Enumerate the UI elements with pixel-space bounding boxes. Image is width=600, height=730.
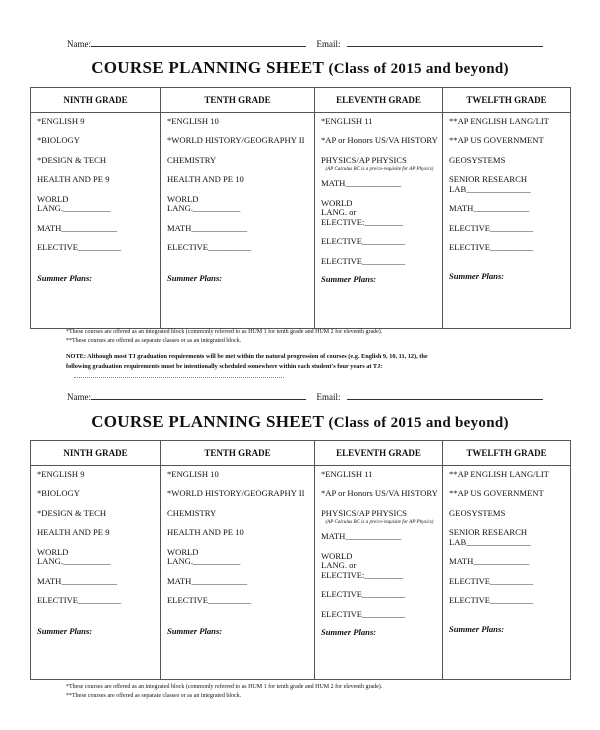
course-item: *DESIGN & TECH: [37, 155, 107, 165]
course-item: *WORLD HISTORY/GEOGRAPHY II: [167, 136, 305, 146]
research-lab-blank[interactable]: LAB_______________: [449, 184, 531, 194]
course-item: *BIOLOGY: [37, 489, 80, 499]
email-label: Email:: [316, 392, 341, 402]
world-lang-blank[interactable]: LANG.___________: [167, 557, 241, 567]
course-table: [30, 440, 571, 680]
title-subtitle: (Class of 2015 and beyond): [328, 415, 509, 431]
course-item: *AP or Honors US/VA HISTORY: [321, 136, 438, 146]
course-item: SENIOR RESEARCH: [449, 175, 528, 185]
elective-blank[interactable]: ELECTIVE:_________: [321, 570, 404, 580]
course-item: PHYSICS/AP PHYSICS: [321, 508, 407, 518]
graduation-note-line-2: following graduation requirements must be intentionally scheduled somewhere within each student's four years at TJ:: [66, 363, 383, 370]
footnote-separate: **These courses are offered as separate classes or as an integrated block.: [66, 693, 242, 699]
course-item: WORLD: [321, 551, 353, 561]
ap-physics-prereq-note: (AP Calculus BC is a pre/co-requisite for AP Physics): [325, 520, 434, 526]
course-item: *ENGLISH 10: [167, 470, 219, 479]
course-item: LANG. or: [321, 208, 357, 218]
elective-blank[interactable]: ELECTIVE:_________: [321, 217, 404, 227]
course-item: WORLD: [167, 194, 199, 204]
math-blank[interactable]: MATH_____________: [37, 223, 118, 233]
course-item: HEALTH AND PE 9: [37, 528, 110, 538]
course-item: CHEMISTRY: [167, 508, 217, 518]
world-lang-blank[interactable]: LANG.___________: [37, 557, 111, 567]
ninth-grade-column: [31, 113, 161, 329]
course-item: *WORLD HISTORY/GEOGRAPHY II: [167, 489, 305, 499]
graduation-note-line-1: NOTE: Although most TJ graduation requirements will be met within the natural progression of courses (e.g. English 9, 10, 11, 12), the: [66, 353, 428, 360]
math-blank[interactable]: MATH_____________: [37, 576, 118, 586]
course-item: **AP US GOVERNMENT: [449, 489, 544, 499]
summer-plans-label: Summer Plans:: [37, 625, 93, 636]
email-label: Email:: [316, 39, 341, 49]
summer-plans-label: Summer Plans:: [449, 270, 505, 281]
elective-blank[interactable]: ELECTIVE__________: [449, 596, 534, 606]
math-blank[interactable]: MATH_____________: [449, 557, 530, 567]
world-lang-blank[interactable]: LANG.___________: [167, 204, 241, 214]
header-eleventh-grade: ELEVENTH GRADE: [315, 88, 443, 113]
course-item: **AP ENGLISH LANG/LIT: [449, 470, 549, 479]
course-item: WORLD: [37, 194, 69, 204]
footnote-separate: **These courses are offered as separate classes or as an integrated block.: [66, 338, 242, 344]
summer-plans-label: Summer Plans:: [167, 272, 223, 283]
elective-blank[interactable]: ELECTIVE__________: [321, 590, 406, 600]
course-item: *ENGLISH 11: [321, 470, 373, 479]
elective-blank[interactable]: ELECTIVE__________: [321, 256, 406, 266]
course-item: GEOSYSTEMS: [449, 508, 506, 518]
course-item: HEALTH AND PE 9: [37, 175, 110, 185]
header-ninth-grade: NINTH GRADE: [31, 441, 161, 466]
header-twelfth-grade: TWELFTH GRADE: [443, 441, 571, 466]
name-label: Name:: [67, 39, 91, 49]
summer-plans-label: Summer Plans:: [167, 625, 223, 636]
footnote-hum: *These courses are offered as an integrated block (commonly referred to as HUM 1 for tenth grade and HUM 2 for eleventh grade).: [66, 684, 383, 690]
elective-blank[interactable]: ELECTIVE__________: [167, 596, 252, 606]
name-blank[interactable]: [91, 38, 306, 47]
math-blank[interactable]: MATH_____________: [167, 223, 248, 233]
course-item: *ENGLISH 10: [167, 117, 219, 126]
course-item: WORLD: [37, 547, 69, 557]
course-item: WORLD: [321, 198, 353, 208]
header-twelfth-grade: TWELFTH GRADE: [443, 88, 571, 113]
footnote-hum: *These courses are offered as an integrated block (commonly referred to as HUM 1 for tenth grade and HUM 2 for eleventh grade).: [66, 329, 383, 335]
course-table: [30, 87, 571, 329]
eleventh-grade-column: [315, 113, 443, 329]
title-text: COURSE PLANNING SHEET: [91, 412, 324, 431]
math-blank[interactable]: MATH_____________: [449, 204, 530, 214]
course-item: LANG. or: [321, 561, 357, 571]
twelfth-grade-column: [443, 466, 571, 680]
name-label: Name:: [67, 392, 91, 402]
course-item: WORLD: [167, 547, 199, 557]
course-item: PHYSICS/AP PHYSICS: [321, 155, 407, 165]
page-title: [0, 412, 600, 432]
math-blank[interactable]: MATH_____________: [321, 532, 402, 542]
elective-blank[interactable]: ELECTIVE__________: [449, 243, 534, 253]
course-item: *AP or Honors US/VA HISTORY: [321, 489, 438, 499]
header-ninth-grade: NINTH GRADE: [31, 88, 161, 113]
course-item: *ENGLISH 11: [321, 117, 373, 126]
title-subtitle: (Class of 2015 and beyond): [328, 61, 509, 77]
name-email-line: [67, 38, 543, 49]
elective-blank[interactable]: ELECTIVE__________: [167, 243, 252, 253]
email-blank[interactable]: [347, 38, 543, 47]
cut-off-line: [74, 377, 284, 378]
ninth-grade-column: [31, 466, 161, 680]
name-email-line: [67, 391, 543, 402]
elective-blank[interactable]: ELECTIVE__________: [37, 243, 122, 253]
tenth-grade-column: [161, 113, 315, 329]
name-blank[interactable]: [91, 391, 306, 400]
page-title: [0, 58, 600, 78]
math-blank[interactable]: MATH_____________: [321, 179, 402, 189]
course-item: *ENGLISH 9: [37, 117, 85, 126]
elective-blank[interactable]: ELECTIVE__________: [449, 223, 534, 233]
elective-blank[interactable]: ELECTIVE__________: [449, 576, 534, 586]
summer-plans-label: Summer Plans:: [321, 627, 377, 638]
header-tenth-grade: TENTH GRADE: [161, 441, 315, 466]
course-item: *BIOLOGY: [37, 136, 80, 146]
course-item: CHEMISTRY: [167, 155, 217, 165]
summer-plans-label: Summer Plans:: [449, 623, 505, 634]
research-lab-blank[interactable]: LAB_______________: [449, 537, 531, 547]
summer-plans-label: Summer Plans:: [37, 272, 93, 283]
course-item: SENIOR RESEARCH: [449, 528, 528, 538]
course-item: HEALTH AND PE 10: [167, 528, 244, 538]
course-item: *DESIGN & TECH: [37, 508, 107, 518]
course-item: HEALTH AND PE 10: [167, 175, 244, 185]
course-item: **AP ENGLISH LANG/LIT: [449, 117, 549, 126]
course-item: **AP US GOVERNMENT: [449, 136, 544, 146]
elective-blank[interactable]: ELECTIVE__________: [321, 609, 406, 619]
header-eleventh-grade: ELEVENTH GRADE: [315, 441, 443, 466]
elective-blank[interactable]: ELECTIVE__________: [321, 237, 406, 247]
tenth-grade-column: [161, 466, 315, 680]
summer-plans-label: Summer Plans:: [321, 274, 377, 285]
email-blank[interactable]: [347, 391, 543, 400]
course-item: GEOSYSTEMS: [449, 155, 506, 165]
math-blank[interactable]: MATH_____________: [167, 576, 248, 586]
course-item: *ENGLISH 9: [37, 470, 85, 479]
elective-blank[interactable]: ELECTIVE__________: [37, 596, 122, 606]
title-text: COURSE PLANNING SHEET: [91, 58, 324, 77]
ap-physics-prereq-note: (AP Calculus BC is a pre/co-requisite for AP Physics): [325, 167, 434, 173]
world-lang-blank[interactable]: LANG.___________: [37, 204, 111, 214]
eleventh-grade-column: [315, 466, 443, 680]
header-tenth-grade: TENTH GRADE: [161, 88, 315, 113]
twelfth-grade-column: [443, 113, 571, 329]
